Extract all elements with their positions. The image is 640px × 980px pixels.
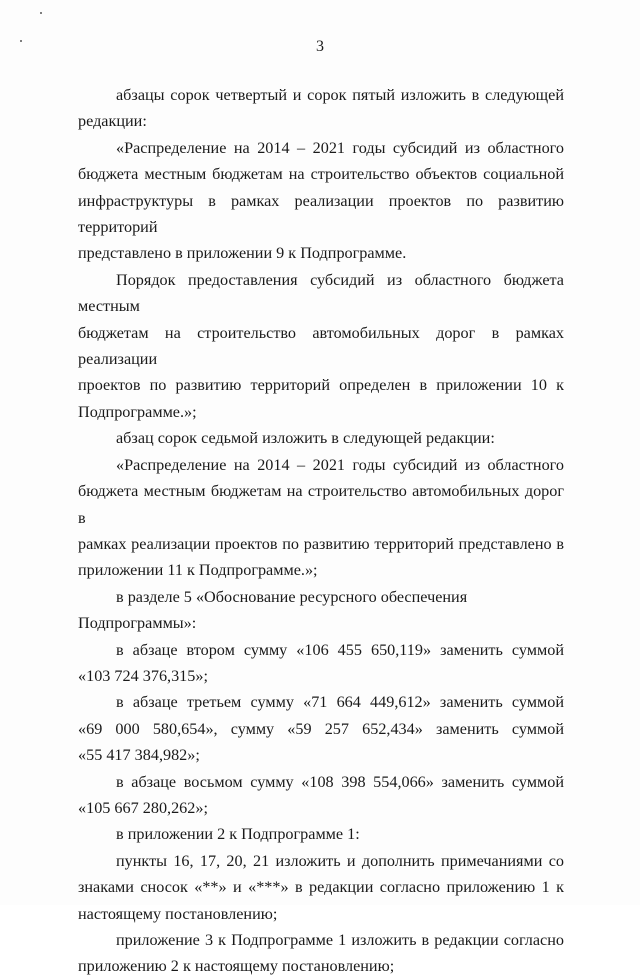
- document-body: [78, 82, 564, 980]
- text-line: приложение 3 к Подпрограмме 1 изложить в редакции согласно: [116, 931, 564, 949]
- text-line: в абзаце втором сумму «106 455 650,119» заменить суммой: [116, 640, 564, 659]
- text-line: Порядок предоставления субсидий из областного бюджета местным: [78, 270, 564, 316]
- text-line: абзацы сорок четвертый и сорок пятый изложить в следующей: [116, 86, 564, 104]
- text-line: редакции:: [78, 112, 147, 131]
- text-line: проектов по развитию территорий определен в приложении 10 к: [78, 376, 564, 395]
- text-line: «105 667 280,262»;: [78, 798, 208, 817]
- text-line: бюджетам на строительство автомобильных дорог в рамках реализации: [78, 323, 564, 369]
- page-number: 3: [316, 38, 324, 55]
- text-line: «55 417 384,982»;: [78, 746, 200, 765]
- text-line: в разделе 5 «Обоснование ресурсного обеспечения Подпрограммы»:: [78, 587, 468, 633]
- text-line: абзац сорок седьмой изложить в следующей редакции:: [116, 429, 495, 448]
- text-line: рамках реализации проектов по развитию территорий представлено в: [78, 534, 564, 553]
- text-line: бюджета местным бюджетам на строительство объектов социальной: [78, 165, 564, 184]
- text-line: «103 724 376,315»;: [78, 666, 208, 685]
- text-line: в приложении 2 к Подпрограмме 1:: [116, 825, 360, 844]
- text-line: «Распределение на 2014 – 2021 годы субсидий из областного: [116, 138, 564, 157]
- text-line: пункты 16, 17, 20, 21 изложить и дополнить примечаниями со: [116, 851, 564, 870]
- text-line: в абзаце третьем сумму «71 664 449,612» заменить суммой: [116, 693, 564, 712]
- scan-speck: [40, 12, 42, 14]
- text-line: приложении 11 к Подпрограмме.»;: [78, 561, 318, 580]
- text-line: настоящему постановлению;: [78, 904, 278, 923]
- text-line: представлено в приложении 9 к Подпрограмме.: [78, 244, 407, 263]
- text-line: «Распределение на 2014 – 2021 годы субсидий из областного: [116, 455, 564, 474]
- text-line: Подпрограмме.»;: [78, 402, 197, 421]
- text-line: инфраструктуры в рамках реализации проектов по развитию территорий: [78, 191, 564, 237]
- text-line: знаками сносок «**» и «***» в редакции согласно приложению 1 к: [78, 878, 564, 897]
- text-line: в абзаце восьмом сумму «108 398 554,066» заменить суммой: [116, 772, 564, 791]
- text-line: бюджета местным бюджетам на строительство автомобильных дорог в: [78, 482, 564, 527]
- text-line: «69 000 580,654», сумму «59 257 652,434» заменить суммой: [78, 719, 564, 738]
- text-line: приложению 2 к настоящему постановлению;: [78, 957, 395, 976]
